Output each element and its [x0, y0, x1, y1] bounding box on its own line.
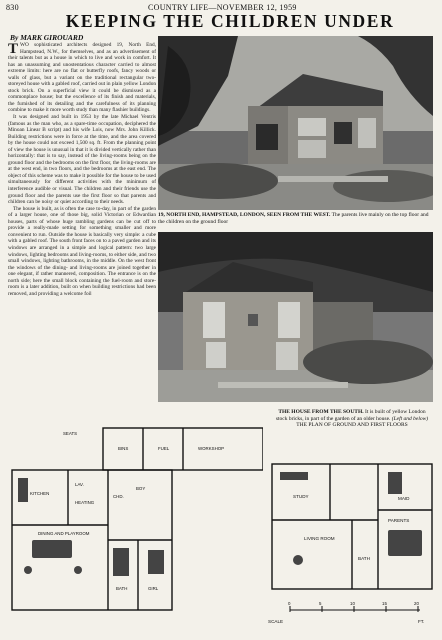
- body-paragraph-2: It was designed and built in 1953 by the late Michael Ventris (famous as the man who, as a spare-time occupation, deciphered the Minoan Linear B script) and his wife Lois, now Mrs. John Killick. Building restrictions were in force at the time, and the area covered by the house could not exceed 1,500 sq. ft. From the planning point of view the house is unusual in that it is divided vertically rather than horizontally: that is to say, instead of the living-rooms being on the ground floor and the bedrooms on the first floor, the living-rooms are at the west end, in two floors, and the bedrooms at the east end. The object of this scheme was to make it possible for the house to be used simultaneously for different activities with the minimum of interference audible or visual. The children and their friends use the ground floor and the parents use the first floor so that parents and children can be noisy or quiet according to their needs.: [8, 114, 156, 206]
- label-boy: BOY: [136, 486, 146, 491]
- article-title: KEEPING THE CHILDREN UNDER: [65, 11, 395, 31]
- scale-unit: FT.: [418, 619, 425, 624]
- page-number: 830: [6, 3, 19, 12]
- label-parents: PARENTS: [388, 518, 410, 523]
- label-chd: CHD.: [113, 494, 124, 499]
- scale-tick-15: 15: [382, 601, 387, 606]
- photo-west-caption: [158, 212, 433, 225]
- scale-tick-0: 0: [288, 601, 291, 606]
- label-fuel: FUEL: [158, 446, 170, 451]
- photo-south-caption-italic: (Left and below): [391, 415, 429, 422]
- label-dining: DINING AND PLAYROOM: [38, 531, 90, 536]
- photo-south-caption-tail: THE PLAN OF GROUND AND FIRST FLOORS: [296, 422, 408, 429]
- label-maid: MAID: [398, 496, 410, 501]
- ground-floor-plan: [8, 420, 263, 630]
- photo-south-caption: [272, 409, 432, 429]
- photo-west-caption-lead: 19, NORTH END, HAMPSTEAD, LONDON, SEEN FROM THE WEST.: [158, 212, 331, 218]
- body-paragraph-1: WO sophisticated architects designed 19, North End, Hampstead, N.W., for themselves, and as an advertisement of their talents but as a house in which to live and work in comfort. It has an unassuming and unostentatious character carried to almost extreme limits: here are no flat or butterfly roofs, fancy woods or walls of glass, but a variant on the traditional rectangular two-storeyed house with a gabled roof, carried out in plain yellow London stock brick. On a superficial view it could be dismissed as a commonplace house; but the excellence of its finish and materials, the furnished of its detailing and the carefulness of its planning combine to make it more worth study than many flashier buildings.: [8, 42, 156, 114]
- drop-cap: T: [8, 41, 19, 57]
- running-head: COUNTRY LIFE—NOVEMBER 12, 1959: [148, 3, 297, 12]
- photo-south-caption-text: It is built of yellow London stock bricks, in part of the garden of an older house.: [275, 409, 426, 422]
- body-paragraph-3: The house is built, as is often the case to-day, in part of the garden of a larger house, one of those big, solid Victorian or Edwardian houses, parts of whose huge rambling gardens can be cut off to provide a really-made setting for something smaller and more convenient to run. Outside the house is basically very simple: a cube with a gabled roof. The south front faces on to a paved garden and its windows are arranged in a simple and logical pattern: two large windows, lighting bedrooms and living-rooms, to either side, and two small windows, lighting bathrooms, in the middle. On the west front the windows of the dining- and living-rooms are joined together in one elegant, if rather mannered, composition. The entrance is on the north side; here the small block containing the fuel-room and store-room is a later addition, built on when building restrictions had been removed, and providing a welcome foil: [8, 205, 156, 297]
- first-floor-plan: [268, 460, 436, 630]
- label-living-room: LIVING ROOM: [304, 536, 335, 541]
- label-girl: GIRL: [148, 586, 159, 591]
- photo-west-caption-text: The parents live mainly on the top floor and the children on the ground floor: [158, 212, 429, 225]
- label-study: STUDY: [293, 494, 309, 499]
- article-body-column: [8, 42, 156, 297]
- label-workshop: WORKSHOP: [198, 446, 225, 451]
- house-west-photo: [158, 36, 433, 210]
- photo-south-caption-lead: THE HOUSE FROM THE SOUTH.: [278, 409, 364, 415]
- scale-bar: [268, 601, 424, 624]
- label-bins: BINS: [118, 446, 129, 451]
- label-lav: LAV.: [75, 482, 84, 487]
- scale-tick-5: 5: [319, 601, 322, 606]
- label-first-bath: BATH: [358, 556, 370, 561]
- scale-label: SCALE: [268, 619, 284, 624]
- label-heating: HEATING: [75, 500, 95, 505]
- article-byline: By MARK GIROUARD: [10, 33, 84, 42]
- label-seats: SEATS: [63, 431, 78, 436]
- scale-tick-10: 10: [350, 601, 355, 606]
- label-kitchen: KITCHEN: [30, 491, 50, 496]
- label-bath: BATH: [116, 586, 128, 591]
- scale-tick-20: 20: [414, 601, 419, 606]
- house-south-photo: [158, 232, 433, 402]
